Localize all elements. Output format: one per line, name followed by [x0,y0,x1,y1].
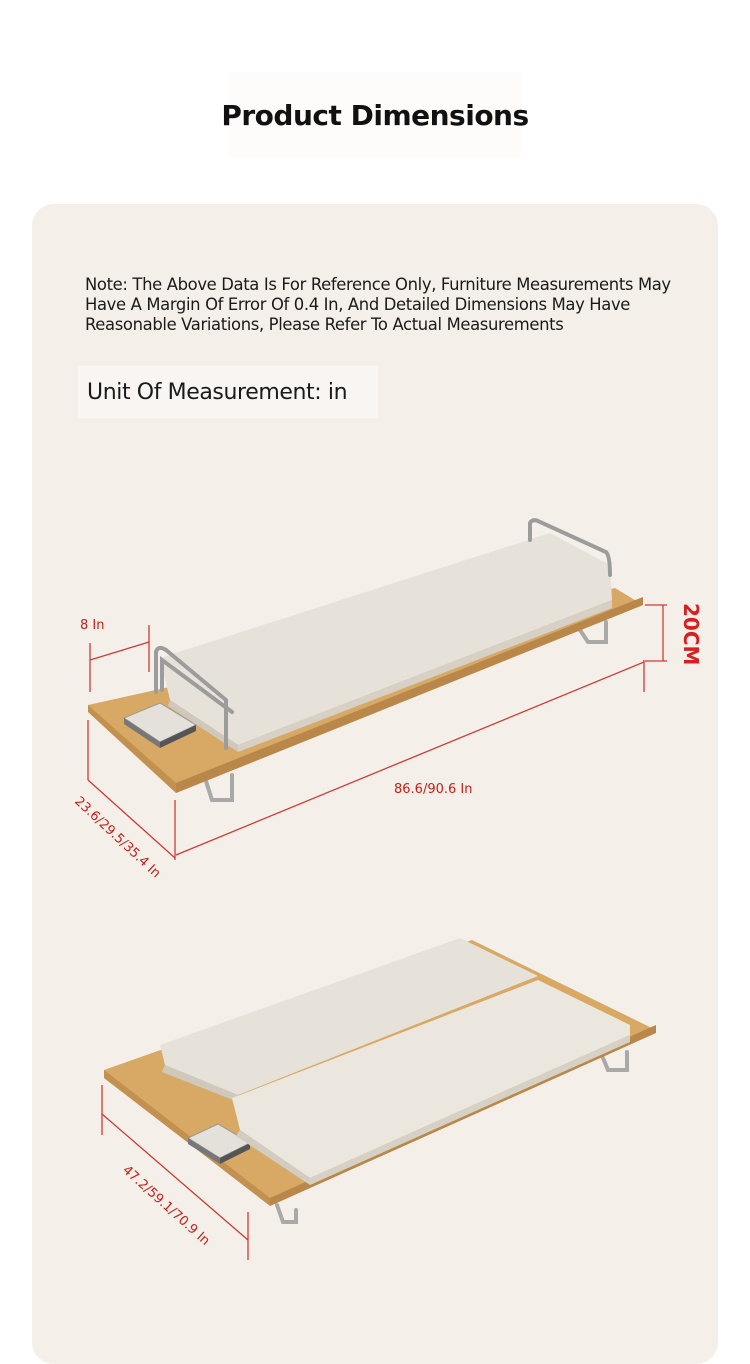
page-title: Product Dimensions [221,98,529,132]
arm-width-label: 8 In [80,618,105,633]
length-label: 86.6/90.6 In [394,782,473,797]
reference-note: Note: The Above Data Is For Reference Only, Furniture Measurements May Have A Margin Of Error Of 0.4 In, And Detailed Dimensions May Have Reasonable Variations, Please Refer To Actual Measurements [85,275,671,334]
bed-width-label: 47.2/59.1/70.9 In [119,1162,213,1249]
unit-label: Unit Of Measurement: in [87,379,348,405]
depth-label: 23.6/29.5/35.4 In [71,793,164,882]
height-label: 20CM [679,603,703,666]
